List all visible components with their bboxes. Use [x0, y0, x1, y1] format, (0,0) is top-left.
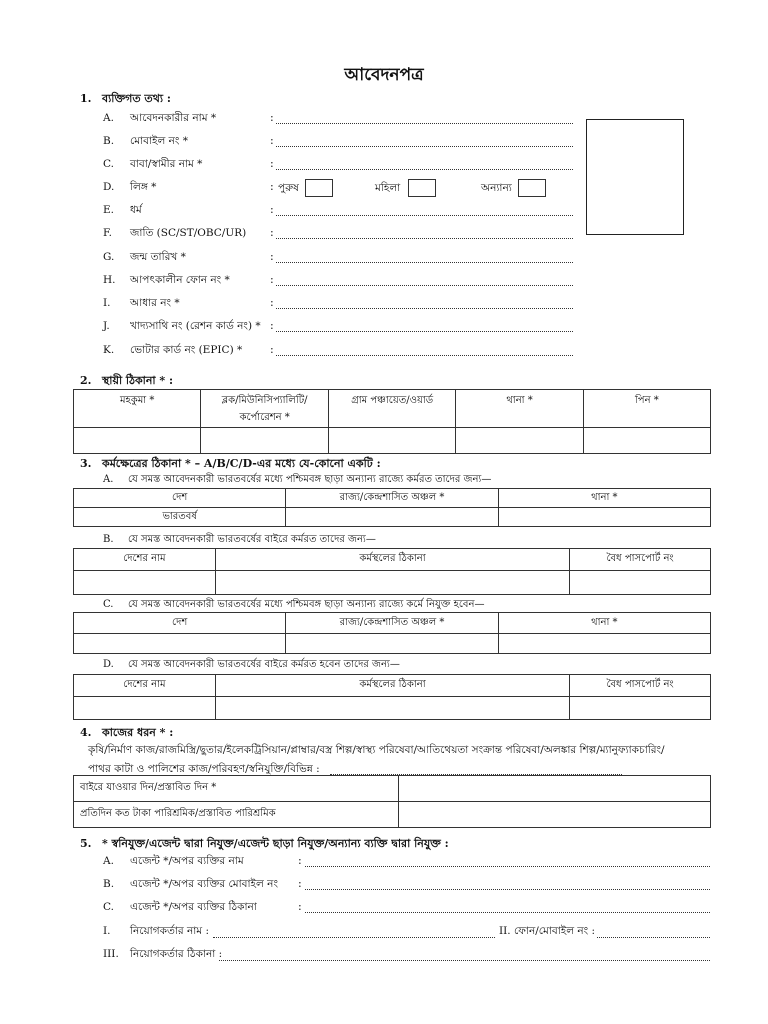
- permanent-address-table: [73, 389, 711, 454]
- s1-field-10[interactable]: [276, 319, 573, 332]
- gender-female-checkbox[interactable]: [408, 179, 436, 197]
- colon: :: [298, 900, 302, 913]
- employer-phone-label: II. ফোন/মোবাইল নং :: [499, 925, 596, 937]
- col-pin: পিন *: [583, 390, 710, 428]
- colon: :: [270, 250, 274, 263]
- s5-field-1[interactable]: [305, 854, 710, 867]
- colon: :: [270, 134, 274, 147]
- colon: :: [270, 111, 274, 124]
- s3d-text: D. যে সমস্ত আবেদনকারী ভারতবর্ষের বাইরে কর্মরত হবেন তাদের জন্য—: [103, 659, 400, 670]
- work-type-text: কৃষি/নির্মাণ কাজ/রাজমিস্ত্রি/ছুতার/ইলেকট্রিসিয়ান/প্লাম্বার/বস্ত্র শিল্প/স্বাস্থ্য পরিষেবা/আতিথেয়তা সংক্রান্ত পরিষেবা/অলঙ্কার শিল্প/ম্যানুফ্যাকচারিং/ পাথর কাটা ও পালিশের কাজ/পরিবহণ/স্বনিযুক্তি/বিভিন্ন :: [88, 744, 665, 775]
- s1-field-11[interactable]: [276, 343, 573, 356]
- s3a-country: ভারতবর্ষ: [74, 508, 286, 527]
- col-block: ব্লক/মিউনিসিপ্যালিটি/ কর্পোরেশন *: [201, 390, 329, 428]
- section-2-heading: 2. স্থায়ী ঠিকানা * :: [80, 374, 174, 387]
- employer-address-field[interactable]: [219, 948, 710, 961]
- s1-field-2[interactable]: [276, 134, 573, 147]
- colon: :: [270, 319, 274, 332]
- s5-field-2[interactable]: [305, 877, 710, 890]
- s1-field-6[interactable]: [276, 226, 573, 239]
- colon: :: [270, 226, 274, 239]
- s3b-table: দেশের নাম কর্মস্থলের ঠিকানা বৈধ পাসপোর্ট নং: [73, 548, 711, 595]
- colon: :: [270, 273, 274, 286]
- section-4-heading: 4. কাজের ধরন * :: [80, 726, 174, 739]
- section-5-heading: 5. * স্বনিযুক্ত/এজেন্ট দ্বারা নিযুক্ত/এজেন্ট ছাড়া নিযুক্ত/অন্যান্য ব্যক্তি দ্বারা নিযুক্ত :: [80, 837, 449, 850]
- s1-field-3[interactable]: [276, 157, 573, 170]
- col-subdivision: মহকুমা *: [74, 390, 201, 428]
- s1-field-1[interactable]: [276, 111, 573, 124]
- s3c-table: দেশ রাজ্য/কেন্দ্রশাসিত অঞ্চল * থানা *: [73, 612, 711, 654]
- section-1-heading: 1. ব্যক্তিগত তথ্য :: [80, 92, 171, 105]
- colon: :: [270, 180, 274, 193]
- s1-field-9[interactable]: [276, 296, 573, 309]
- s3b-text: B. যে সমস্ত আবেদনকারী ভারতবর্ষের বাইরে কর্মরত তাদের জন্য—: [103, 534, 376, 545]
- input-pin[interactable]: [583, 428, 710, 454]
- work-details-table: বাইরে যাওয়ার দিন/প্রস্তাবিত দিন * প্রতিদিন কত টাকা পারিশ্রমিক/প্রস্তাবিত পারিশ্রমিক: [73, 775, 711, 828]
- gender-male-checkbox[interactable]: [305, 179, 333, 197]
- colon: :: [270, 343, 274, 356]
- photo-box[interactable]: [586, 119, 684, 235]
- s5-field-3[interactable]: [305, 900, 710, 913]
- colon: :: [270, 296, 274, 309]
- gender-male-label: পুরুষ: [278, 182, 299, 194]
- s1-field-7[interactable]: [276, 250, 573, 263]
- colon: :: [270, 157, 274, 170]
- colon: :: [270, 203, 274, 216]
- gender-other-checkbox[interactable]: [518, 179, 546, 197]
- employer-phone-field[interactable]: [597, 925, 710, 938]
- gender-other-label: অন্যান্য: [481, 182, 512, 194]
- colon: :: [298, 877, 302, 890]
- input-gram-panchayat[interactable]: [328, 428, 455, 454]
- gender-female-label: মহিলা: [375, 182, 401, 194]
- s3a-table: দেশ রাজ্য/কেন্দ্রশাসিত অঞ্চল * থানা * ভারতবর্ষ: [73, 488, 711, 527]
- input-subdivision[interactable]: [74, 428, 201, 454]
- section-3-heading: 3. কর্মক্ষেত্রের ঠিকানা * – A/B/C/D-এর মধ্যে যে-কোনো একটি :: [80, 457, 381, 470]
- s3d-table: দেশের নাম কর্মস্থলের ঠিকানা বৈধ পাসপোর্ট নং: [73, 674, 711, 720]
- s3c-text: C. যে সমস্ত আবেদনকারী ভারতবর্ষের মধ্যে পশ্চিমবঙ্গ ছাড়া অন্যান্য রাজ্যে কর্মে নিযুক্ত হবেন—: [103, 599, 485, 610]
- input-block[interactable]: [201, 428, 329, 454]
- input-police-station[interactable]: [456, 428, 583, 454]
- col-gram-panchayat: গ্রাম পঞ্চায়েত/ওয়ার্ড: [328, 390, 455, 428]
- s1-field-5[interactable]: [276, 203, 573, 216]
- employer-name-field[interactable]: [213, 925, 495, 938]
- page-title: আবেদনপত্র: [344, 65, 424, 85]
- s1-field-8[interactable]: [276, 273, 573, 286]
- colon: :: [298, 854, 302, 867]
- s3a-text: A. যে সমস্ত আবেদনকারী ভারতবর্ষের মধ্যে পশ্চিমবঙ্গ ছাড়া অন্যান্য রাজ্যে কর্মরত তাদের জন্য—: [103, 474, 492, 485]
- col-police-station: থানা *: [456, 390, 583, 428]
